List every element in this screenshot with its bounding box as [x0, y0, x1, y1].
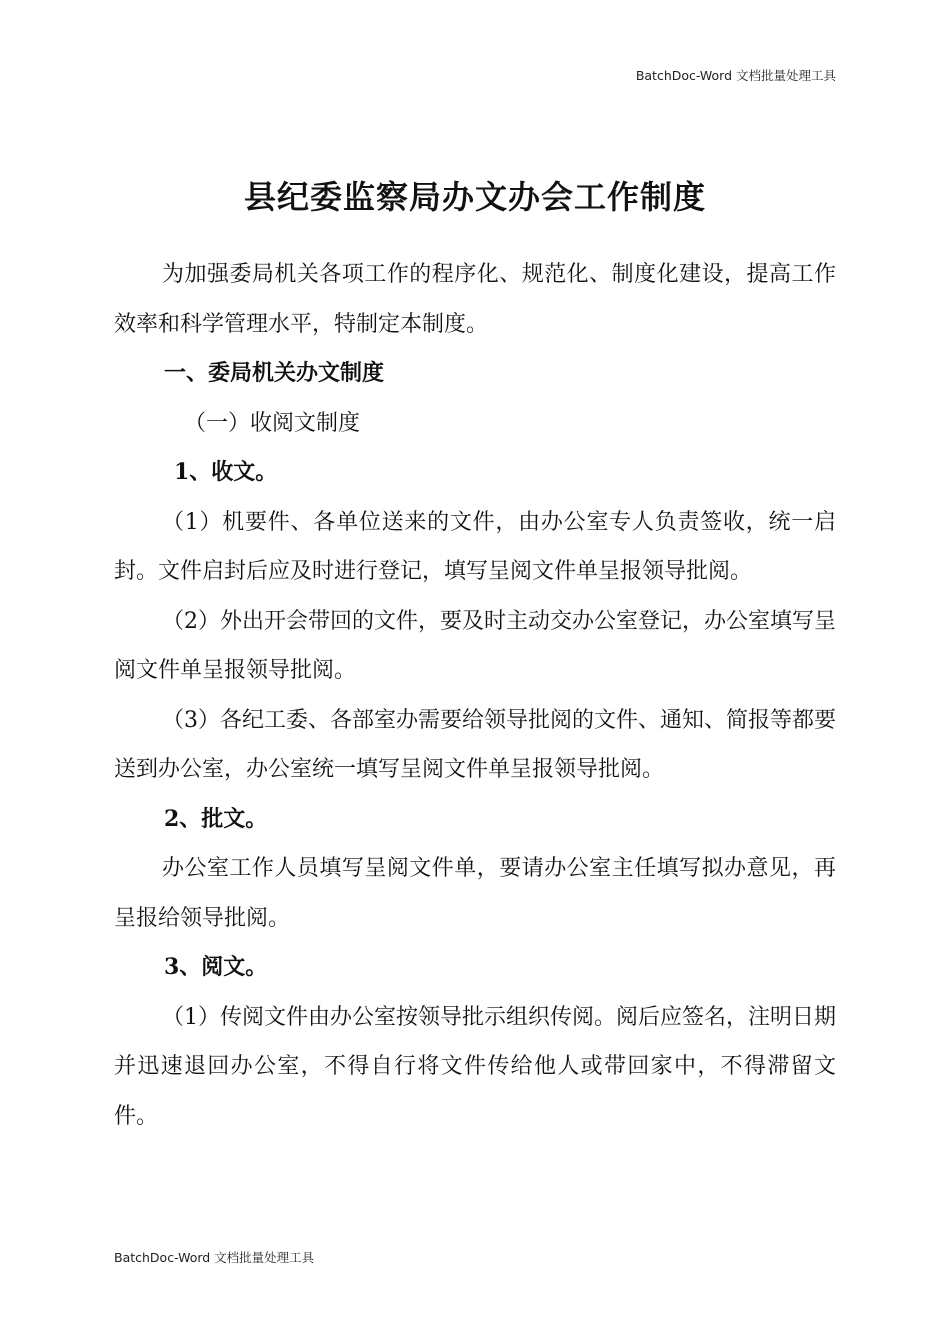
paragraph: （2）外出开会带回的文件，要及时主动交办公室登记，办公室填写呈阅文件单呈报领导批阅。	[114, 608, 836, 683]
paragraph: （3）各纪工委、各部室办需要给领导批阅的文件、通知、简报等都要送到办公室，办公室统一填写呈阅文件单呈报领导批阅。	[114, 707, 836, 782]
page-header: BatchDoc-Word 文档批量处理工具	[635, 68, 836, 83]
paragraph: （1）机要件、各单位送来的文件，由办公室专人负责签收，统一启封。文件启封后应及时进行登记，填写呈阅文件单呈报领导批阅。	[114, 509, 836, 584]
document-title: 县纪委监察局办文办会工作制度	[243, 178, 706, 216]
intro-paragraph: 为加强委局机关各项工作的程序化、规范化、制度化建设，提高工作效率和科学管理水平，特制定本制度。	[114, 262, 836, 337]
item-heading-receive: 1、收文。	[174, 459, 278, 485]
document-body	[114, 250, 836, 1141]
paragraph: （1）传阅文件由办公室按领导批示组织传阅。阅后应签名，注明日期并迅速退回办公室，不得自行将文件传给他人或带回家中，不得滞留文件。	[114, 1004, 836, 1129]
paragraph: 办公室工作人员填写呈阅文件单，要请办公室主任填写拟办意见，再呈报给领导批阅。	[114, 856, 836, 931]
item-heading-approve: 2、批文。	[164, 805, 268, 832]
item-heading-read: 3、阅文。	[164, 954, 268, 980]
page-footer: BatchDoc-Word 文档批量处理工具	[114, 1250, 315, 1265]
subsection-heading: （一）收阅文制度	[184, 410, 361, 436]
section-heading: 一、委局机关办文制度	[164, 361, 385, 386]
